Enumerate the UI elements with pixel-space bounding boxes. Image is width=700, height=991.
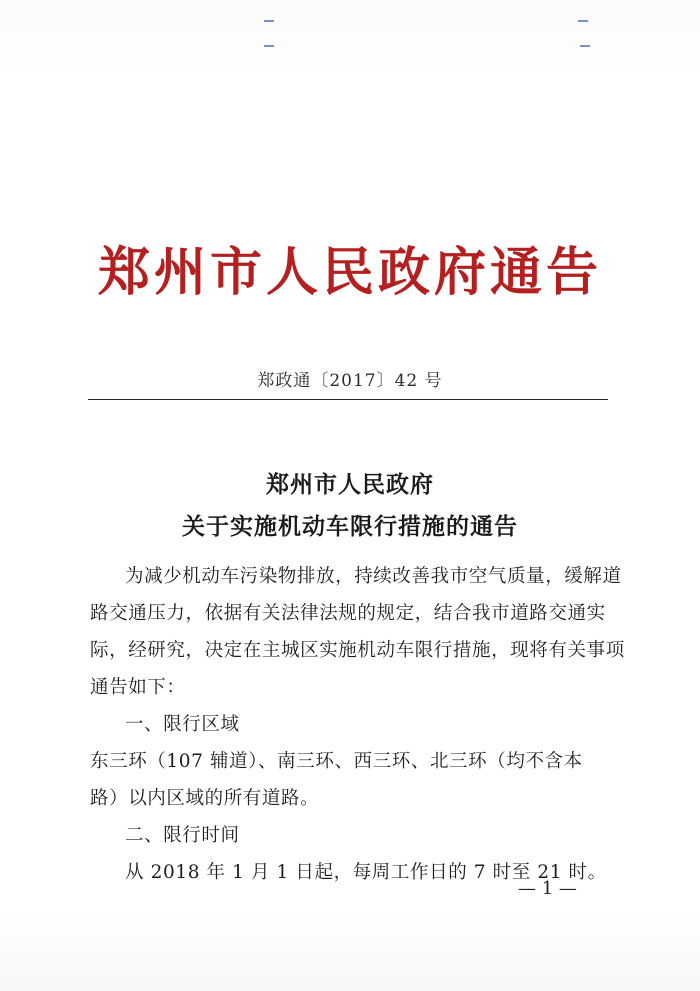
body-line: 为减少机动车污染物排放，持续改善我市空气质量，缓解道 bbox=[125, 566, 622, 587]
binding-mark bbox=[264, 45, 274, 47]
binding-mark bbox=[578, 20, 588, 22]
header-divider bbox=[88, 399, 608, 400]
page-number: — 1 — bbox=[518, 878, 577, 899]
body-line: 从 2018 年 1 月 1 日起，每周工作日的 7 时至 21 时。 bbox=[125, 862, 607, 883]
document-number: 郑政通〔2017〕42 号 bbox=[257, 371, 443, 391]
notice-title-issuer: 郑州市人民政府 bbox=[266, 471, 434, 498]
body-line: 路交通压力，依据有关法律法规的规定，结合我市道路交通实 bbox=[90, 603, 606, 624]
section-heading: 一、限行区域 bbox=[125, 714, 240, 735]
document-masthead: 郑州市人民政府通告 bbox=[97, 242, 602, 303]
binding-mark bbox=[264, 20, 274, 22]
section-heading: 二、限行时间 bbox=[125, 825, 240, 846]
body-line: 路）以内区域的所有道路。 bbox=[90, 788, 320, 809]
body-line: 东三环（107 辅道）、南三环、西三环、北三环（均不含本 bbox=[90, 751, 583, 772]
body-line: 际，经研究，决定在主城区实施机动车限行措施，现将有关事项 bbox=[90, 640, 625, 661]
body-line: 通告如下： bbox=[90, 677, 186, 698]
binding-mark bbox=[580, 45, 590, 47]
notice-title-subject: 关于实施机动车限行措施的通告 bbox=[182, 513, 518, 540]
